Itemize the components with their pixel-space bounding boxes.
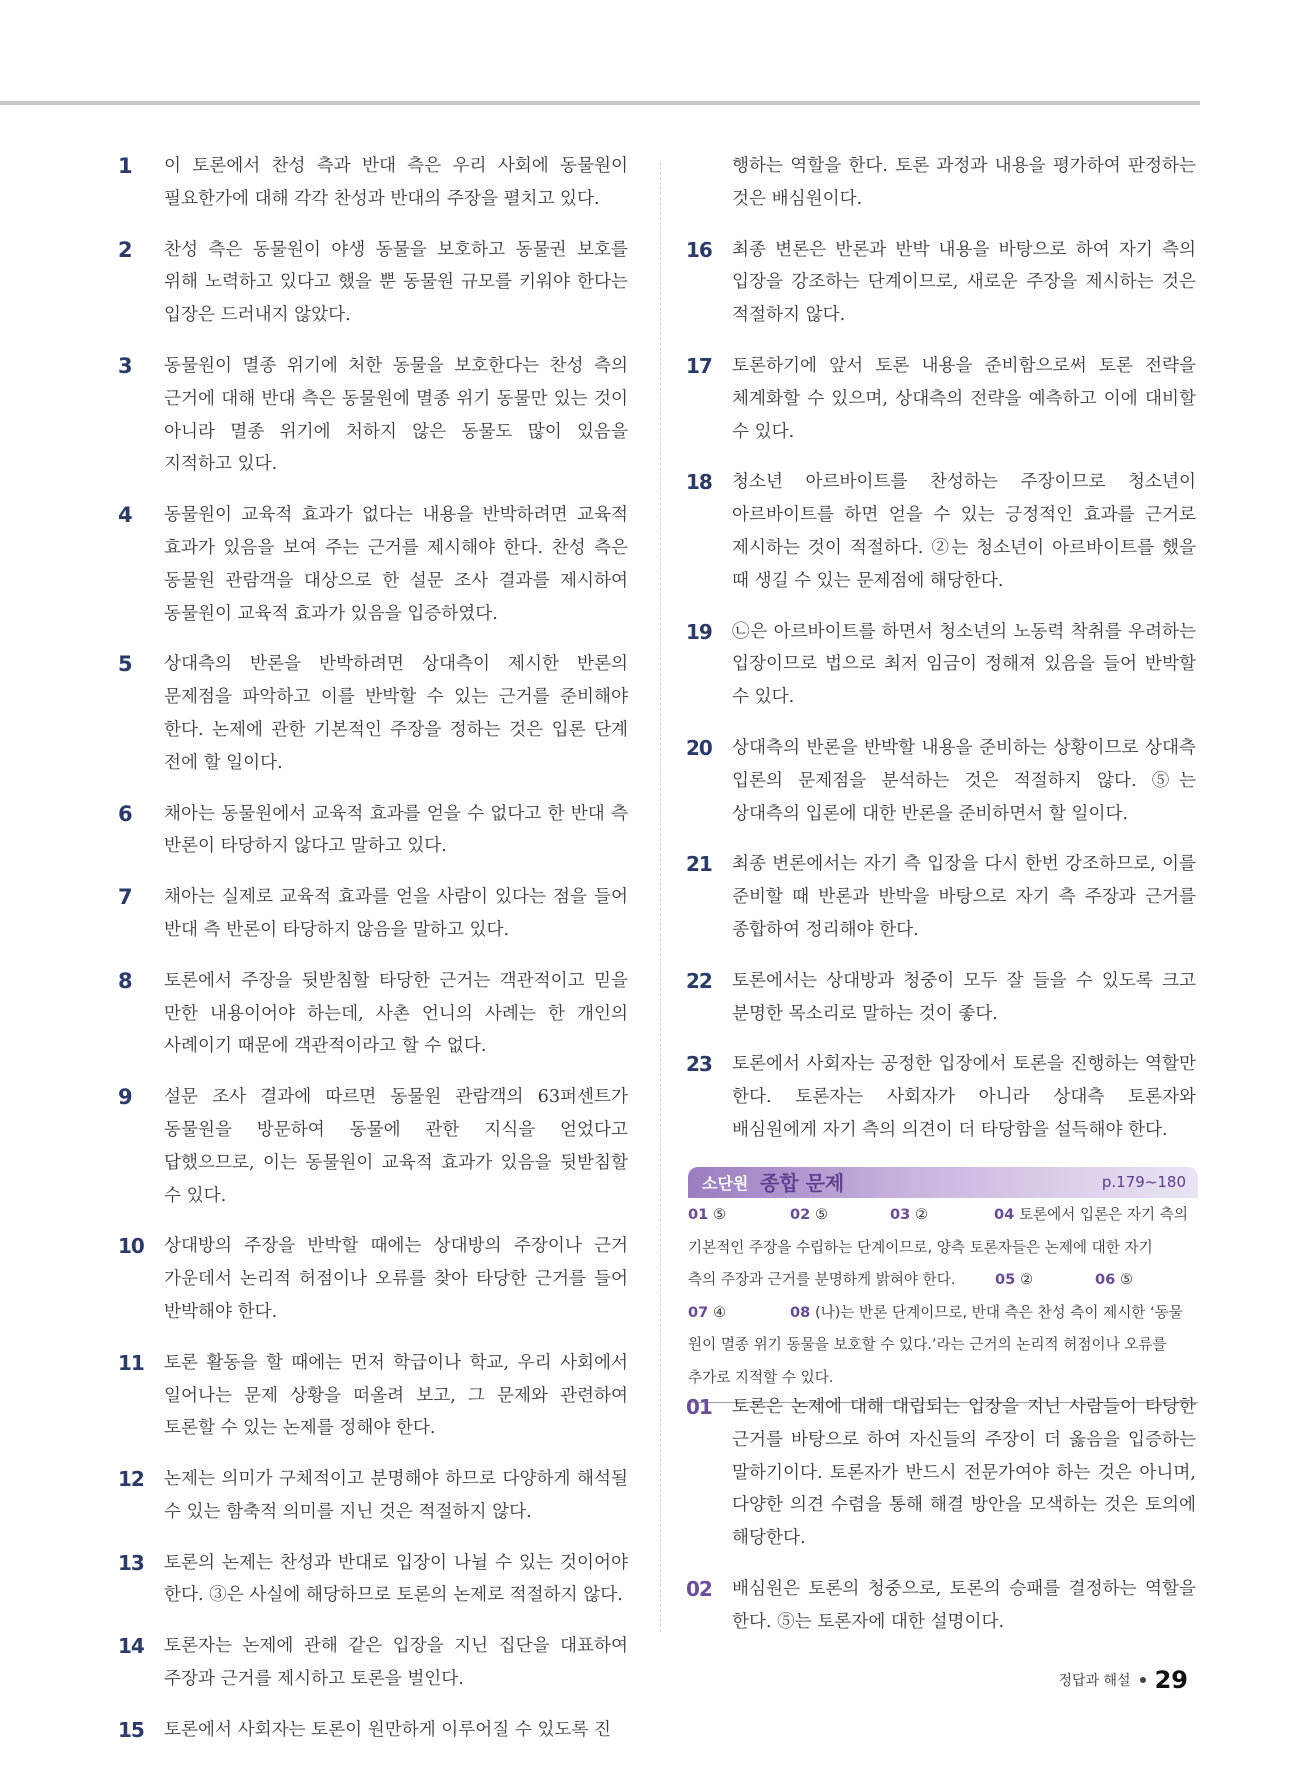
answer-value: ⑤ xyxy=(1119,1271,1134,1288)
answer-number: 05 xyxy=(995,1271,1016,1288)
item-text: 최종 변론은 반론과 반박 내용을 바탕으로 하여 자기 측의 입장을 강조하는 단계이므로, 새로운 주장을 제시하는 것은 적절하지 않다. xyxy=(732,239,1196,326)
item-text: 토론에서 사회자는 공정한 입장에서 토론을 진행하는 역할만 한다. 토론자는 사회자가 아니라 상대측 토론자와 배심원에게 자기 측의 의견이 더 타당함을 설득해야 한다. xyxy=(732,1054,1196,1140)
item-text: 동물원이 멸종 위기에 처한 동물을 보호한다는 찬성 측의 근거에 대해 반대 측은 동물원에 멸종 위기 동물만 있는 것이 아니라 멸종 위기에 처하지 않은 동물도 많이 있음을 지적하고 있다. xyxy=(164,355,628,475)
answer-value: ④ xyxy=(712,1303,727,1321)
item-number: 3 xyxy=(118,353,133,378)
item-number: 12 xyxy=(118,1467,144,1492)
answer-row xyxy=(688,1297,1198,1330)
answer-item xyxy=(118,1547,628,1613)
continued-text: 행하는 역할을 한다. 토론 과정과 내용을 평가하여 판정하는 것은 배심원이다. xyxy=(732,156,1196,209)
item-text: 토론자는 논제에 관해 같은 입장을 지닌 집단을 대표하여 주장과 근거를 제시하고 토론을 벌인다. xyxy=(164,1636,628,1690)
item-text: ㉡은 아르바이트를 하면서 청소년의 노동력 착취를 우려하는 입장이므로 법으로 최저 임금이 정해져 있음을 들어 반박할 수 있다. xyxy=(732,621,1196,708)
answer-number: 04 xyxy=(994,1206,1015,1223)
answer-item xyxy=(118,1714,628,1747)
item-text: 토론하기에 앞서 토론 내용을 준비함으로써 토론 전략을 체계화할 수 있으며, 상대측의 전략을 예측하고 이에 대비할 수 있다. xyxy=(732,355,1196,442)
item-number: 17 xyxy=(686,353,712,378)
answer-item xyxy=(118,150,628,216)
answer-item xyxy=(118,881,628,947)
answer-item xyxy=(118,798,628,864)
answer-row: 추가로 지적할 수 있다. xyxy=(688,1368,834,1386)
answer-item xyxy=(118,1347,628,1445)
item-number: 2 xyxy=(118,237,133,262)
answer-value: ⑤ xyxy=(712,1206,727,1223)
item-number: 22 xyxy=(686,968,712,993)
item-text: 토론 활동을 할 때에는 먼저 학급이나 학교, 우리 사회에서 일어나는 문제 상황을 떠올려 보고, 그 문제와 관련하여 토론할 수 있는 논제를 정해야 한다. xyxy=(164,1352,628,1439)
answer-row xyxy=(688,1199,1198,1232)
answer-value: ② xyxy=(1019,1271,1034,1288)
page-footer xyxy=(1059,1666,1188,1694)
answer-item xyxy=(118,1230,628,1328)
answer-item xyxy=(686,1391,1196,1555)
item-text: 논제는 의미가 구체적이고 분명해야 하므로 다양하게 해석될 수 있는 함축적 의미를 지닌 것은 적절하지 않다. xyxy=(164,1469,628,1522)
item-number: 8 xyxy=(118,968,133,993)
answer-number: 02 xyxy=(790,1206,811,1223)
item-text: 토론은 논제에 대해 대립되는 입장을 지닌 사람들이 타당한 근거를 바탕으로 하여 자신들의 주장이 더 옳음을 입증하는 말하기이다. 토론자가 반드시 전문가여야 하는 것은 아니며, 다양한 의견 수렴을 통해 해결 방안을 모색하는 것은 토의에 해당한다. xyxy=(732,1397,1196,1549)
item-number: 21 xyxy=(686,852,712,877)
item-text: 최종 변론에서는 자기 측 입장을 다시 한번 강조하므로, 이를 준비할 때 반론과 반박을 바탕으로 자기 측 주장과 근거를 종합하여 정리해야 한다. xyxy=(732,854,1196,940)
item-number: 01 xyxy=(686,1395,712,1419)
answer-row xyxy=(688,1264,1198,1297)
top-rule xyxy=(0,101,1200,105)
answer-item xyxy=(686,466,1196,597)
answer-item xyxy=(118,1463,628,1529)
item-number: 1 xyxy=(118,154,133,178)
item-number: 02 xyxy=(686,1576,712,1601)
footer-label: 정답과 해설 xyxy=(1058,1673,1131,1689)
item-number: 18 xyxy=(686,470,712,495)
item-text: 상대방의 주장을 반박할 때에는 상대방의 주장이나 근거 가운데서 논리적 허점이나 오류를 찾아 타당한 근거를 들어 반박해야 한다. xyxy=(164,1236,628,1322)
item-number: 10 xyxy=(118,1234,144,1259)
item-number: 6 xyxy=(118,801,133,826)
detail-column xyxy=(686,1391,1196,1657)
answer-number: 08 xyxy=(790,1303,811,1321)
item-number: 13 xyxy=(118,1550,144,1575)
item-text: 찬성 측은 동물원이 야생 동물을 보호하고 동물권 보호를 위해 노력하고 있다고 했을 뿐 동물원 규모를 키워야 한다는 입장은 드러내지 않았다. xyxy=(164,239,628,326)
item-number: 11 xyxy=(118,1350,144,1375)
summary-label: 소단원 xyxy=(702,1174,749,1193)
answer-value: 토론에서 입론은 자기 측의 xyxy=(1018,1206,1188,1223)
item-number: 14 xyxy=(118,1634,144,1659)
answer-number: 07 xyxy=(688,1303,709,1321)
item-text: 배심원은 토론의 청중으로, 토론의 승패를 결정하는 역할을 한다. ⑤는 토론자에 대한 설명이다. xyxy=(732,1578,1196,1632)
answer-item xyxy=(686,350,1196,448)
answer-value: ② xyxy=(914,1206,929,1223)
answer-row: 원이 멸종 위기 동물을 보호할 수 있다.’라는 근거의 논리적 허점이나 오류를 xyxy=(688,1336,1167,1353)
summary-header xyxy=(688,1167,1198,1198)
answer-item xyxy=(118,1630,628,1696)
answer-item xyxy=(118,350,628,481)
answer-item xyxy=(686,1573,1196,1639)
summary-answers xyxy=(688,1198,1198,1394)
item-number: 23 xyxy=(686,1052,712,1077)
answer-number: 01 xyxy=(688,1206,709,1223)
page-number: 29 xyxy=(1154,1666,1188,1694)
item-text: 토론에서 주장을 뒷받침할 타당한 근거는 객관적이고 믿을 만한 내용이어야 하는데, 사촌 언니의 사례는 한 개인의 사례이기 때문에 객관적이라고 할 수 없다. xyxy=(164,970,628,1057)
answer-text: 측의 주장과 근거를 분명하게 밝혀야 한다. xyxy=(688,1271,956,1288)
item-number: 16 xyxy=(686,237,712,262)
item-number: 4 xyxy=(118,503,133,528)
item-text: 토론에서는 상대방과 청중이 모두 잘 들을 수 있도록 크고 분명한 목소리로 말하는 것이 좋다. xyxy=(732,970,1196,1024)
answer-item xyxy=(118,965,628,1063)
item-number: 9 xyxy=(118,1085,133,1110)
summary-box xyxy=(688,1167,1198,1403)
answer-number: 03 xyxy=(890,1206,911,1223)
answer-item xyxy=(686,234,1196,332)
item-number: 15 xyxy=(118,1717,144,1742)
item-text: 토론에서 사회자는 토론이 원만하게 이루어질 수 있도록 진 xyxy=(164,1719,612,1740)
summary-pages: p.179~180 xyxy=(1101,1173,1186,1191)
item-text: 채아는 동물원에서 교육적 효과를 얻을 수 없다고 한 반대 측 반론이 타당하지 않다고 말하고 있다. xyxy=(164,803,628,857)
answer-value: ⑤ xyxy=(814,1206,829,1223)
answer-number: 06 xyxy=(1095,1271,1116,1288)
item-text: 채아는 실제로 교육적 효과를 얻을 사람이 있다는 점을 들어 반대 측 반론이 타당하지 않음을 말하고 있다. xyxy=(164,887,628,940)
answer-item xyxy=(686,616,1196,714)
answer-row: 기본적인 주장을 수립하는 단계이므로, 양측 토론자들은 논제에 대한 자기 xyxy=(688,1238,1153,1256)
column-divider xyxy=(660,162,661,1632)
answer-item xyxy=(118,648,628,779)
summary-title: 종합 문제 xyxy=(760,1171,845,1195)
item-number: 20 xyxy=(686,735,712,760)
item-text: 동물원이 교육적 효과가 없다는 내용을 반박하려면 교육적 효과가 있음을 보여 주는 근거를 제시해야 한다. 찬성 측은 동물원 관람객을 대상으로 한 설문 조사 결과를 제시하여 동물원이 교육적 효과가 있음을 입증하였다. xyxy=(164,505,628,624)
right-column xyxy=(686,150,1196,1165)
answer-value: (나)는 반론 단계이므로, 반대 측은 찬성 측이 제시한 ‘동물 xyxy=(814,1303,1183,1321)
item-number: 19 xyxy=(686,619,712,644)
item-number: 7 xyxy=(118,885,133,910)
item-text: 청소년 아르바이트를 찬성하는 주장이므로 청소년이 아르바이트를 하면 얻을 수 있는 긍정적인 효과를 근거로 제시하는 것이 적절하다. ②는 청소년이 아르바이트를 했을 때 생길 수 있는 문제점에 해당한다. xyxy=(732,472,1196,591)
left-column xyxy=(118,150,628,1765)
item-text: 설문 조사 결과에 따르면 동물원 관람객의 63퍼센트가 동물원을 방문하여 동물에 관한 지식을 얻었다고 답했으므로, 이는 동물원이 교육적 효과가 있음을 뒷받침할 수 있다. xyxy=(164,1087,628,1206)
item-text: 이 토론에서 찬성 측과 반대 측은 우리 사회에 동물원이 필요한가에 대해 각각 찬성과 반대의 주장을 펼치고 있다. xyxy=(164,156,628,209)
answer-item xyxy=(686,1048,1196,1146)
item-text: 토론의 논제는 찬성과 반대로 입장이 나뉠 수 있는 것이어야 한다. ③은 사실에 해당하므로 토론의 논제로 적절하지 않다. xyxy=(164,1552,628,1606)
item-number: 5 xyxy=(118,652,133,677)
answer-item xyxy=(686,848,1196,946)
answer-item xyxy=(686,732,1196,830)
item-text: 상대측의 반론을 반박하려면 상대측이 제시한 반론의 문제점을 파악하고 이를 반박할 수 있는 근거를 준비해야 한다. 논제에 관한 기본적인 주장을 정하는 것은 입론 단계 전에 할 일이다. xyxy=(164,654,628,773)
answer-item xyxy=(118,234,628,332)
answer-item xyxy=(686,965,1196,1031)
answer-item xyxy=(118,1081,628,1212)
item-text: 상대측의 반론을 반박할 내용을 준비하는 상황이므로 상대측 입론의 문제점을 분석하는 것은 적절하지 않다. ⑤는 상대측의 입론에 대한 반론을 준비하면서 할 일이다. xyxy=(732,737,1196,824)
answer-item xyxy=(118,499,628,630)
footer-bullet xyxy=(1140,1677,1146,1683)
